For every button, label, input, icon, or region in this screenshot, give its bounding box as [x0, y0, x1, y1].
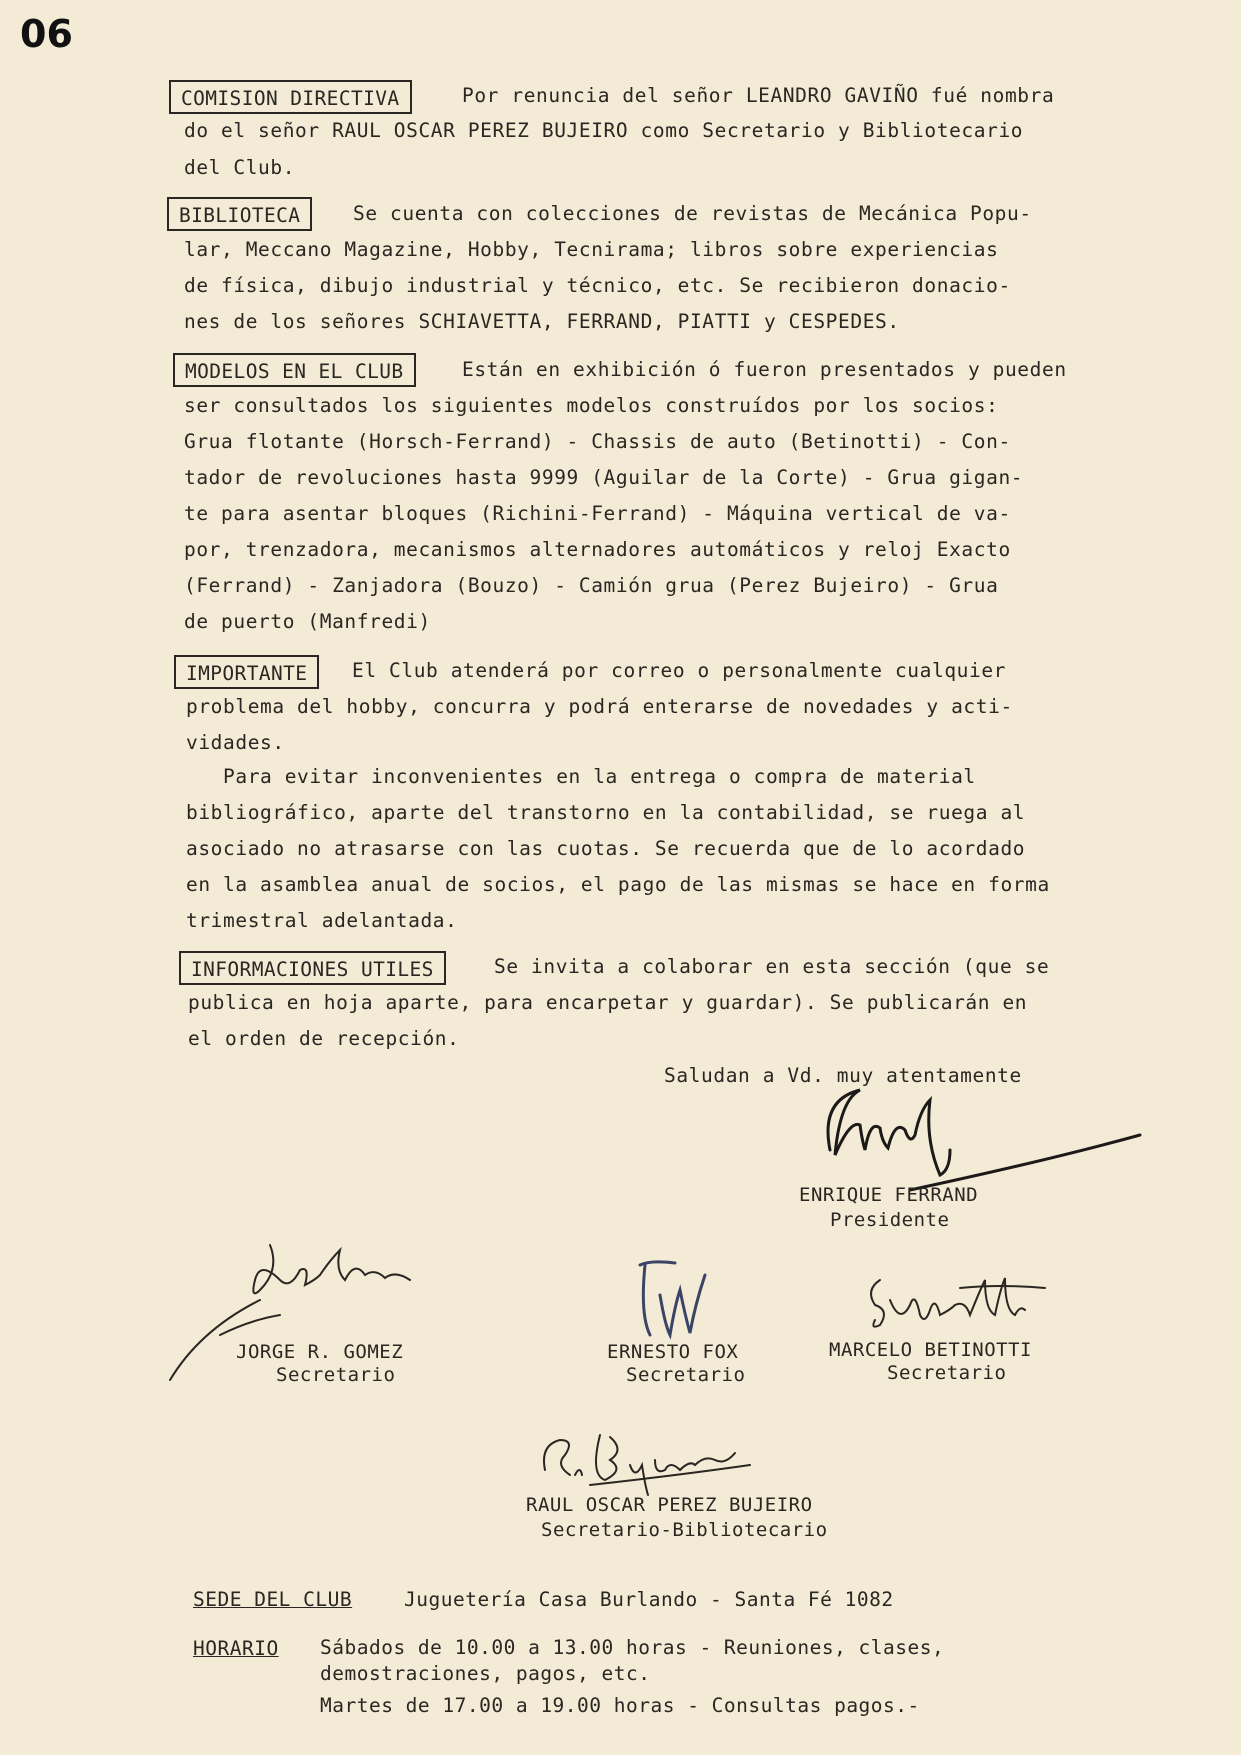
biblioteca-line-1: Se cuenta con colecciones de revistas de Mecánica Popu-: [353, 202, 1032, 225]
signature-fox-text: Fox: [620, 1255, 622, 1256]
horario-line-1: Sábados de 10.00 a 13.00 horas - Reuniones, clases,: [320, 1636, 945, 1659]
heading-modelos-en-el-club: MODELOS EN EL CLUB: [173, 353, 416, 387]
secretary-1-title: Secretario: [276, 1364, 396, 1386]
importante-line-3: vidades.: [186, 731, 285, 754]
comision-line-3: del Club.: [184, 156, 296, 179]
importante-para-line-2: bibliográfico, aparte del transtorno en la contabilidad, se ruega al: [186, 801, 1026, 824]
importante-para-line-3: asociado no atrasarse con las cuotas. Se recuerda que de lo acordado: [186, 837, 1026, 860]
biblioteca-line-2: lar, Meccano Magazine, Hobby, Tecnirama; libros sobre experiencias: [184, 238, 999, 261]
modelos-line-2: ser consultados los siguientes modelos construídos por los socios:: [184, 394, 999, 417]
modelos-line-8: de puerto (Manfredi): [184, 610, 431, 633]
librarian-name: RAUL OSCAR PEREZ BUJEIRO: [526, 1494, 813, 1516]
modelos-line-1: Están en exhibición ó fueron presentados y pueden: [462, 358, 1067, 381]
modelos-line-5: te para asentar bloques (Richini-Ferrand) - Máquina vertical de va-: [184, 502, 1011, 525]
signature-gomez-text: Jorge Gómez: [160, 1240, 167, 1241]
modelos-line-7: (Ferrand) - Zanjadora (Bouzo) - Camión grua (Perez Bujeiro) - Grua: [184, 574, 999, 597]
importante-para-line-4: en la asamblea anual de socios, el pago de las mismas se hace en forma: [186, 873, 1050, 896]
horario-label: HORARIO: [193, 1637, 279, 1660]
secretary-3-name: MARCELO BETINOTTI: [829, 1339, 1032, 1361]
secretary-2-name: ERNESTO FOX: [607, 1341, 739, 1363]
heading-biblioteca: BIBLIOTECA: [167, 197, 312, 231]
informaciones-line-3: el orden de recepción.: [188, 1027, 460, 1050]
secretary-1-name: JORGE R. GOMEZ: [236, 1341, 404, 1363]
president-name: ENRIQUE FERRAND: [799, 1184, 979, 1206]
heading-informaciones-utiles: INFORMACIONES UTILES: [179, 951, 446, 985]
importante-line-2: problema del hobby, concurra y podrá enterarse de novedades y acti-: [186, 695, 1013, 718]
modelos-line-4: tador de revoluciones hasta 9999 (Aguilar de la Corte) - Grua gigan-: [184, 466, 1024, 489]
signature-bujeiro-text: R. Bujeiro: [530, 1425, 537, 1426]
signature-ferrand-scrawl: [800, 1080, 1140, 1200]
heading-importante: IMPORTANTE: [174, 655, 319, 689]
horario-line-3: Martes de 17.00 a 19.00 horas - Consultas pagos.-: [320, 1694, 920, 1717]
page-number: 06: [20, 12, 73, 56]
secretary-3-title: Secretario: [887, 1362, 1007, 1384]
importante-para-line-5: trimestral adelantada.: [186, 909, 458, 932]
modelos-line-3: Grua flotante (Horsch-Ferrand) - Chassis de auto (Betinotti) - Con-: [184, 430, 1011, 453]
signature-bujeiro-scrawl: [530, 1425, 770, 1505]
librarian-title: Secretario-Bibliotecario: [541, 1519, 828, 1541]
importante-para-line-1: Para evitar inconvenientes en la entrega o compra de material: [186, 765, 976, 788]
importante-line-1: El Club atenderá por correo o personalmente cualquier: [352, 659, 1007, 682]
secretary-2-title: Secretario: [626, 1364, 746, 1386]
signature-betinotti-text: Bettinotti: [860, 1270, 867, 1271]
sede-text: Juguetería Casa Burlando - Santa Fé 1082: [404, 1588, 894, 1611]
signature-betinotti-scrawl: [860, 1270, 1060, 1350]
biblioteca-line-3: de física, dibujo industrial y técnico, etc. Se recibieron donacio-: [184, 274, 1011, 297]
closing-line: Saludan a Vd. muy atentamente: [664, 1064, 1022, 1087]
comision-line-2: do el señor RAUL OSCAR PEREZ BUJEIRO como Secretario y Bibliotecario: [184, 119, 1024, 142]
biblioteca-line-4: nes de los señores SCHIAVETTA, FERRAND, PIATTI y CESPEDES.: [184, 310, 900, 333]
sede-label: SEDE DEL CLUB: [193, 1588, 353, 1611]
horario-line-2: demostraciones, pagos, etc.: [320, 1662, 651, 1685]
president-title: Presidente: [830, 1209, 950, 1231]
modelos-line-6: por, trenzadora, mecanismos alternadores automáticos y reloj Exacto: [184, 538, 1011, 561]
informaciones-line-1: Se invita a colaborar en esta sección (que se: [494, 955, 1050, 978]
comision-line-1: Por renuncia del señor LEANDRO GAVIÑO fué nombra: [462, 84, 1055, 107]
signature-ferrand-text: Ferrand: [840, 1140, 845, 1141]
heading-comision-directiva: COMISION DIRECTIVA: [169, 80, 412, 114]
informaciones-line-2: publica en hoja aparte, para encarpetar y guardar). Se publicarán en: [188, 991, 1028, 1014]
